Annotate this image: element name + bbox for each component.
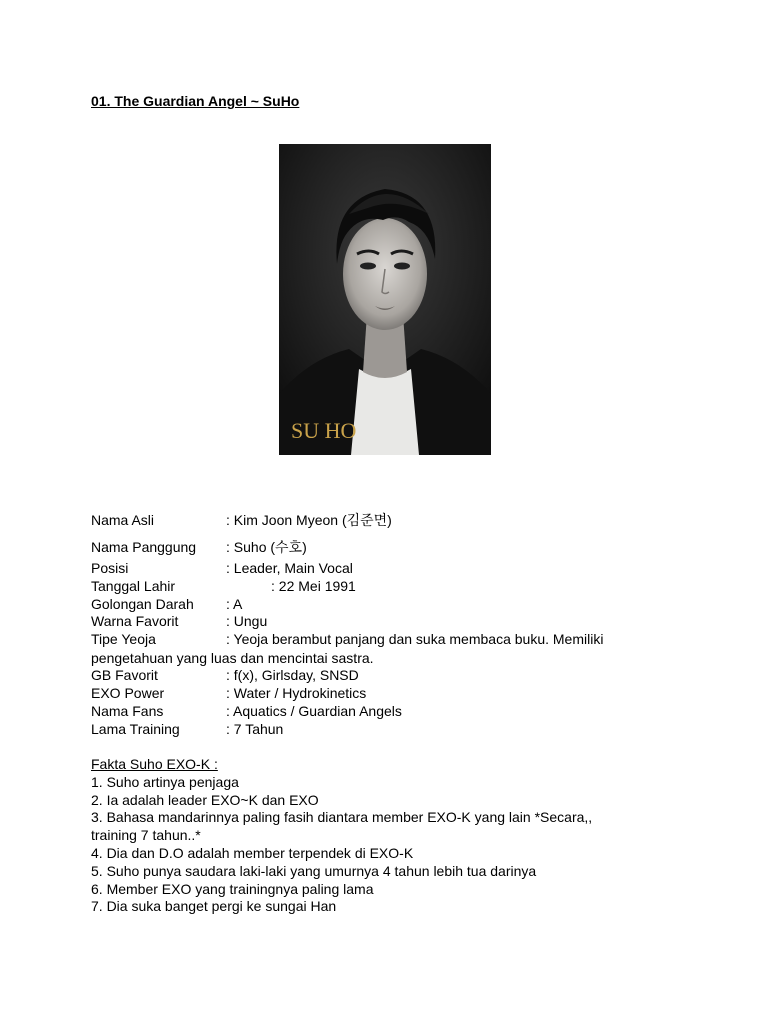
fact-item: 4. Dia dan D.O adalah member terpendek di EXO-K: [91, 844, 414, 861]
profile-label: Nama Panggung: [91, 539, 197, 555]
fact-item: 2. Ia adalah leader EXO~K dan EXO: [91, 791, 319, 808]
profile-value: : Ungu: [226, 613, 268, 629]
facts-heading: Fakta Suho EXO-K :: [91, 756, 218, 772]
fact-item: 5. Suho punya saudara laki-laki yang umurnya 4 tahun lebih tua darinya: [91, 862, 537, 879]
profile-value: : Kim Joon Myeon (김준면): [226, 512, 392, 528]
profile-value: : Leader, Main Vocal: [226, 560, 353, 576]
fact-item: 1. Suho artinya penjaga: [91, 773, 239, 790]
fact-item: 3. Bahasa mandarinnya paling fasih diantara member EXO-K yang lain *Secara,,: [91, 809, 593, 826]
fact-item: training 7 tahun..*: [91, 827, 201, 844]
profile-label: Golongan Darah: [91, 596, 194, 612]
profile-value-continuation: pengetahuan yang luas dan mencintai sastra.: [91, 650, 374, 666]
profile-value: : Yeoja berambut panjang dan suka membaca buku. Memiliki: [226, 631, 604, 647]
profile-label: Tanggal Lahir: [91, 578, 176, 594]
facts-section: [91, 756, 651, 916]
profile-value: : Suho (수호): [226, 539, 307, 555]
profile-label: Nama Fans: [91, 703, 164, 719]
profile-label: Warna Favorit: [91, 613, 179, 629]
profile-value: : Aquatics / Guardian Angels: [226, 703, 402, 719]
profile-label: Posisi: [91, 560, 129, 576]
profile-label: Tipe Yeoja: [91, 631, 156, 647]
photo-caption: SU HO: [291, 418, 357, 443]
profile-label: EXO Power: [91, 685, 165, 701]
profile-label: Lama Training: [91, 721, 180, 737]
fact-item: 7. Dia suka banget pergi ke sungai Han: [91, 898, 337, 915]
profile-label: Nama Asli: [91, 512, 155, 528]
profile-value: : A: [226, 596, 243, 612]
profile-value: : f(x), Girlsday, SNSD: [226, 667, 359, 683]
profile-label: GB Favorit: [91, 667, 158, 683]
profile-value: : Water / Hydrokinetics: [226, 685, 367, 701]
profile-value: : 22 Mei 1991: [271, 578, 356, 594]
document-title: 01. The Guardian Angel ~ SuHo: [91, 93, 300, 109]
fact-item: 6. Member EXO yang trainingnya paling lama: [91, 880, 374, 897]
profile-value: : 7 Tahun: [226, 721, 284, 737]
portrait-photo: [279, 144, 491, 455]
